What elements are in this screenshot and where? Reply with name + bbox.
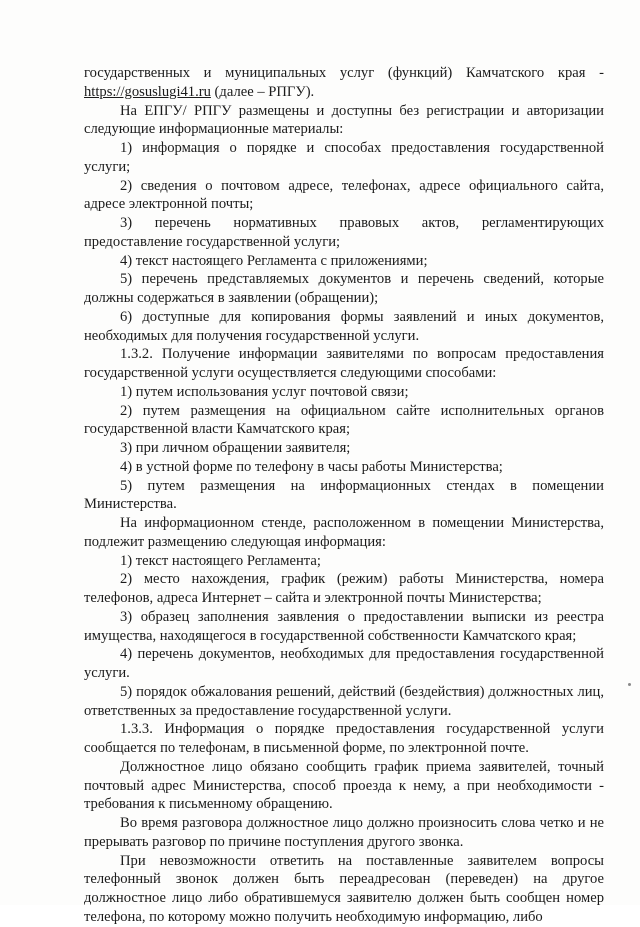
- list-item-5: 5) перечень представляемых документов и перечень сведений, которые должны содержаться в заявлении (обращении);: [84, 271, 604, 306]
- section-1-3-3: 1.3.3. Информация о порядке предоставления государственной услуги сообщается по телефонам, в письменной форме, по электронной почте.: [84, 721, 604, 756]
- section-1-3-2: 1.3.2. Получение информации заявителями по вопросам предоставления государственной услуги осуществляется следующими способами:: [84, 346, 604, 381]
- paragraph-epgu-materials: На ЕПГУ/ РПГУ размещены и доступны без регистрации и авторизации следующие информационные материалы:: [84, 102, 604, 138]
- list-item-6: 6) доступные для копирования формы заявлений и иных документов, необходимых для получения государственной услуги.: [84, 308, 604, 344]
- gosuslugi-link[interactable]: https://gosuslugi41.ru: [84, 83, 211, 100]
- paragraph-continuation: [84, 64, 604, 102]
- stand-item-5: 5) порядок обжалования решений, действий (бездействия) должностных лиц, ответственных за предоставление государственной услуги.: [84, 683, 604, 719]
- paragraph-official-duty: Должностное лицо обязано сообщить график приема заявителей, точный почтовый адрес Министерства, способ проезда к нему, а при необходимости - требования к письменному обращению.: [84, 758, 604, 813]
- stand-item-2: 2) место нахождения, график (режим) работы Министерства, номера телефонов, адреса Интернет – сайта и электронной почты Министерства;: [84, 571, 604, 606]
- method-item-4: 4) в устной форме по телефону в часы работы Министерства;: [120, 458, 503, 475]
- list-item-2: 2) сведения о почтовом адресе, телефонах, адресе официального сайта, адресе электронной почты;: [84, 177, 604, 213]
- paragraph-text: (далее – РПГУ).: [210, 83, 315, 100]
- list-item-1: 1) информация о порядке и способах предоставления государственной услуги;: [84, 140, 604, 175]
- stand-item-1: 1) текст настоящего Регламента;: [120, 552, 321, 569]
- method-item-1: 1) путем использования услуг почтовой связи;: [120, 383, 409, 400]
- paragraph-text: государственных и муниципальных услуг (функций) Камчатского края -: [84, 65, 604, 81]
- method-item-3: 3) при личном обращении заявителя;: [120, 440, 351, 456]
- scan-speck: [628, 683, 631, 686]
- stand-item-3: 3) образец заполнения заявления о предоставлении выписки из реестра имущества, находящегося в государственной собственности Камчатского края;: [84, 608, 604, 644]
- paragraph-redirect: При невозможности ответить на поставленные заявителем вопросы телефонный звонок должен быть переадресован (переведен) на другое должностное лицо либо обратившемуся заявителю должен быть сообщен номер телефона, по которому можно получить необходимую информацию, либо: [84, 852, 604, 925]
- method-item-2: 2) путем размещения на официальном сайте исполнительных органов государственной власти Камчатского края;: [84, 402, 604, 438]
- list-item-3: 3) перечень нормативных правовых актов, регламентирующих предоставление государственной услуги;: [84, 215, 604, 250]
- document-body: [84, 64, 604, 927]
- paragraph-conversation: Во время разговора должностное лицо должно произносить слова четко и не прерывать разговор по причине поступления другого звонка.: [84, 815, 604, 850]
- list-item-4: 4) текст настоящего Регламента с приложениями;: [120, 252, 428, 269]
- method-item-5: 5) путем размещения на информационных стендах в помещении Министерства.: [84, 477, 604, 513]
- stand-item-4: 4) перечень документов, необходимых для предоставления государственной услуги.: [84, 646, 604, 681]
- paragraph-info-stand: На информационном стенде, расположенном в помещении Министерства, подлежит размещению следующая информация:: [84, 515, 604, 550]
